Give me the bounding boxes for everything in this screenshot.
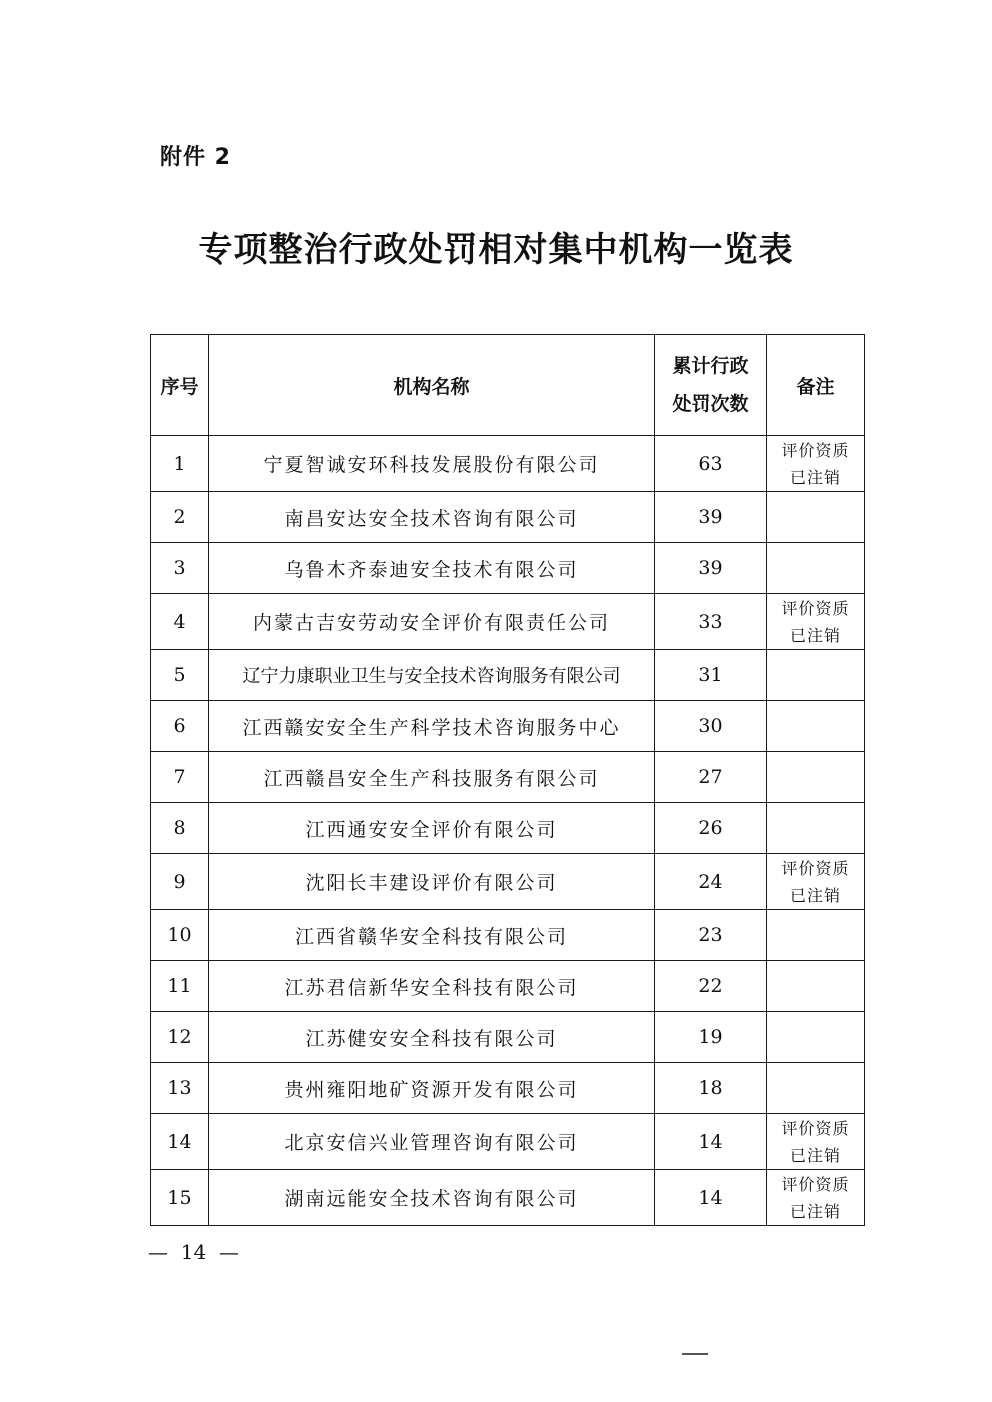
penalty-count: 63 [655,436,767,492]
row-index: 6 [151,701,209,752]
row-index: 9 [151,854,209,910]
table-row [151,594,865,650]
row-index: 3 [151,543,209,594]
remark-cell [767,436,865,492]
row-index: 14 [151,1114,209,1170]
remark-cell [767,492,865,543]
institution-name: 内蒙古吉安劳动安全评价有限责任公司 [209,594,655,650]
institution-name: 沈阳长丰建设评价有限公司 [209,854,655,910]
institution-name: 贵州雍阳地矿资源开发有限公司 [209,1063,655,1114]
penalty-count: 23 [655,910,767,961]
institution-name: 湖南远能安全技术咨询有限公司 [209,1170,655,1226]
penalty-count: 30 [655,701,767,752]
scan-mark [682,1353,708,1355]
institution-name: 乌鲁木齐泰迪安全技术有限公司 [209,543,655,594]
table-row [151,650,865,701]
penalty-count: 14 [655,1114,767,1170]
table-row [151,1170,865,1226]
institution-name: 南昌安达安全技术咨询有限公司 [209,492,655,543]
penalty-count: 31 [655,650,767,701]
institution-name: 辽宁力康职业卫生与安全技术咨询服务有限公司 [209,650,655,701]
table-row [151,701,865,752]
row-index: 15 [151,1170,209,1226]
header-name: 机构名称 [209,335,655,436]
remark-cell [767,752,865,803]
remark-line2: 已注销 [789,885,841,905]
table-row [151,1063,865,1114]
row-index: 5 [151,650,209,701]
attachment-label: 附件 2 [160,145,231,170]
penalty-count: 27 [655,752,767,803]
table-row [151,752,865,803]
penalty-count: 26 [655,803,767,854]
remark-line2: 已注销 [789,467,841,487]
penalty-count: 22 [655,961,767,1012]
row-index: 1 [151,436,209,492]
row-index: 2 [151,492,209,543]
remark-cell [767,1170,865,1226]
remark-line1: 评价资质 [781,440,850,460]
institution-table [150,334,865,1226]
table-row [151,436,865,492]
penalty-count: 14 [655,1170,767,1226]
header-count-line2: 处罚次数 [672,393,749,415]
penalty-count: 39 [655,492,767,543]
remark-line1: 评价资质 [781,598,850,618]
table-row [151,803,865,854]
table-row [151,854,865,910]
institution-name: 江西通安安全评价有限公司 [209,803,655,854]
table-row [151,961,865,1012]
institution-name: 江苏健安安全科技有限公司 [209,1012,655,1063]
row-index: 11 [151,961,209,1012]
institution-name: 江苏君信新华安全科技有限公司 [209,961,655,1012]
remark-cell [767,961,865,1012]
header-remark: 备注 [767,335,865,436]
remark-cell [767,701,865,752]
row-index: 4 [151,594,209,650]
remark-line1: 评价资质 [781,858,850,878]
remark-line2: 已注销 [789,1201,841,1221]
penalty-count: 33 [655,594,767,650]
remark-cell [767,910,865,961]
remark-cell [767,1063,865,1114]
penalty-count: 39 [655,543,767,594]
remark-cell [767,1012,865,1063]
institution-name: 江西省赣华安全科技有限公司 [209,910,655,961]
remark-cell [767,650,865,701]
institution-name: 江西赣昌安全生产科技服务有限公司 [209,752,655,803]
institution-name: 宁夏智诚安环科技发展股份有限公司 [209,436,655,492]
row-index: 12 [151,1012,209,1063]
remark-cell [767,803,865,854]
header-count-line1: 累计行政 [672,355,749,377]
table-body [151,436,865,1226]
page-number: — 14 — [148,1240,239,1264]
table-row [151,910,865,961]
penalty-count: 19 [655,1012,767,1063]
table-header-row [151,335,865,436]
institution-name: 江西赣安安全生产科学技术咨询服务中心 [209,701,655,752]
row-index: 10 [151,910,209,961]
remark-cell [767,543,865,594]
remark-cell [767,1114,865,1170]
remark-cell [767,854,865,910]
row-index: 13 [151,1063,209,1114]
remark-line2: 已注销 [789,1145,841,1165]
row-index: 7 [151,752,209,803]
header-count [655,335,767,436]
table-row [151,492,865,543]
remark-cell [767,594,865,650]
header-index: 序号 [151,335,209,436]
table-row [151,543,865,594]
page-title: 专项整治行政处罚相对集中机构一览表 [198,230,794,270]
table-row [151,1114,865,1170]
remark-line1: 评价资质 [781,1118,850,1138]
table-row [151,1012,865,1063]
penalty-count: 18 [655,1063,767,1114]
row-index: 8 [151,803,209,854]
remark-line1: 评价资质 [781,1174,850,1194]
penalty-count: 24 [655,854,767,910]
remark-line2: 已注销 [789,625,841,645]
institution-name: 北京安信兴业管理咨询有限公司 [209,1114,655,1170]
